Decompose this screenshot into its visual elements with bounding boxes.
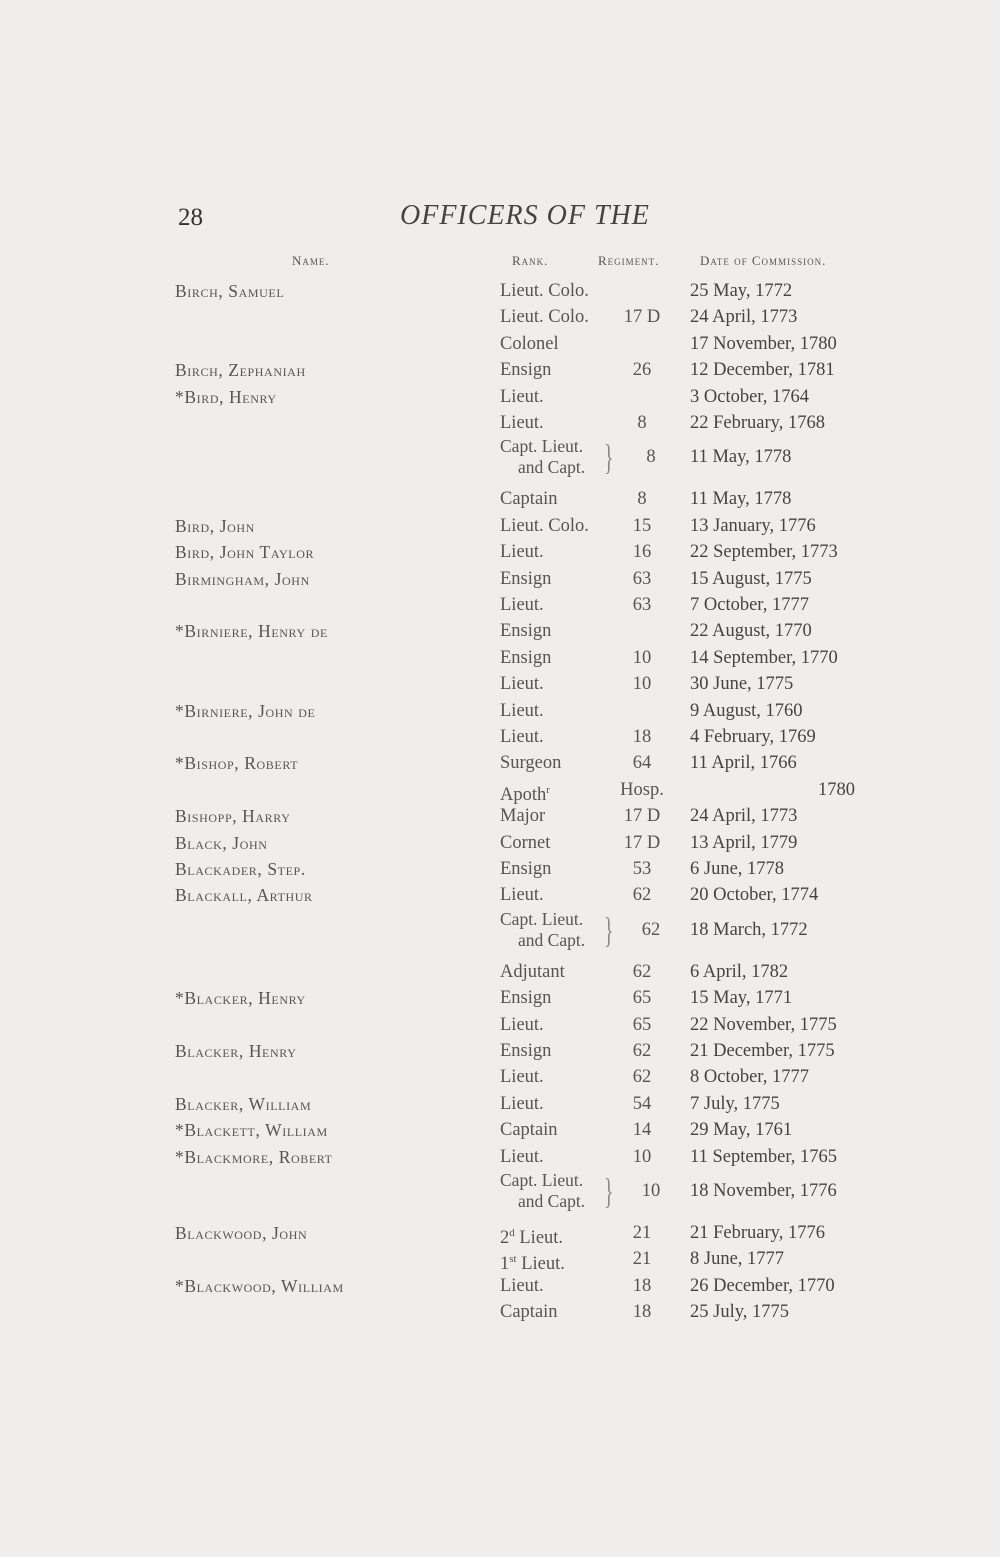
regiment-cell: 65 <box>632 988 652 1009</box>
rank-cell <box>500 513 589 539</box>
table-row <box>0 671 1000 697</box>
regiment-cell: 18 <box>632 727 652 747</box>
regiment-cell: 21 <box>632 1249 652 1270</box>
rank-cell <box>500 1038 551 1064</box>
brace-glyph: } <box>604 437 614 478</box>
regiment-cell: 17 D <box>623 832 661 853</box>
table-row <box>0 1220 1000 1249</box>
column-header-regiment: Regiment. <box>598 253 660 268</box>
page-number: 28 <box>178 204 203 231</box>
commission-date: 24 April, 1773 <box>690 307 798 328</box>
table-row <box>0 592 1000 618</box>
rank-superscript: st <box>509 1253 517 1266</box>
commission-date: 9 August, 1760 <box>690 700 803 721</box>
table-row <box>0 1144 1000 1170</box>
officer-name: *Blackmore, Robert <box>175 1146 333 1167</box>
commission-date: 6 April, 1782 <box>690 961 789 982</box>
table-row <box>0 645 1000 671</box>
rank-text: Ensign <box>500 988 552 1009</box>
officer-name: *Bishop, Robert <box>175 753 299 774</box>
rank-text: Surgeon <box>500 753 562 774</box>
table-row <box>0 1064 1000 1090</box>
rank-cell <box>500 1144 544 1170</box>
commission-date: 15 May, 1771 <box>690 988 793 1009</box>
commission-date: 30 June, 1775 <box>690 674 794 695</box>
regiment-cell: 54 <box>632 1093 652 1114</box>
rank-text: 2 <box>500 1228 510 1249</box>
column-header-date: Date of Commission. <box>700 253 827 268</box>
commission-date: 25 July, 1775 <box>690 1302 790 1323</box>
table-row <box>0 618 1000 644</box>
rank-text: Ensign <box>500 568 552 589</box>
rank-line-1: Capt. Lieut. <box>500 1170 584 1190</box>
regiment-cell: 8 <box>637 489 647 510</box>
regiment-cell: Hosp. <box>620 779 664 800</box>
rank-text: Ensign <box>500 360 552 381</box>
table-row <box>0 959 1000 985</box>
regiment-cell: 64 <box>632 753 652 774</box>
regiment-cell: 8 <box>637 413 647 433</box>
rank-text: Lieut. <box>500 595 544 615</box>
table-row <box>0 1038 1000 1064</box>
commission-date: 11 May, 1778 <box>690 489 792 510</box>
commission-date: 24 April, 1773 <box>690 806 798 827</box>
rank-superscript: r <box>546 783 550 796</box>
table-row <box>0 410 1000 436</box>
commission-date: 18 March, 1772 <box>690 919 808 940</box>
rank-text: Ensign <box>500 621 552 642</box>
rank-text: Lieut. <box>500 542 544 563</box>
rank-text: Major <box>500 806 546 827</box>
rank-text: Lieut. Colo. <box>500 307 589 328</box>
rank-text: Lieut. <box>500 386 544 407</box>
officer-name: *Bird, Henry <box>175 386 277 407</box>
rank-text: Captain <box>500 1120 558 1141</box>
rank-cell <box>500 539 544 565</box>
rank-text: Ensign <box>500 647 552 668</box>
officer-name: Birmingham, John <box>175 568 310 589</box>
rank-cell <box>500 304 589 330</box>
officer-name: Blacker, Henry <box>175 1041 297 1061</box>
table-row <box>0 777 1000 803</box>
commission-date: 21 February, 1776 <box>690 1223 825 1243</box>
commission-date: 26 December, 1770 <box>690 1275 835 1296</box>
commission-date: 13 April, 1779 <box>690 832 798 853</box>
officer-name: *Blacker, Henry <box>175 988 306 1009</box>
rank-text: Cornet <box>500 832 551 853</box>
commission-date: 22 February, 1768 <box>690 413 825 433</box>
regiment-cell: 10 <box>632 674 652 695</box>
regiment-cell: 62 <box>632 1067 652 1088</box>
officer-name: Birch, Samuel <box>175 281 285 301</box>
regiment-cell: 65 <box>632 1014 652 1035</box>
rank-cell <box>500 278 589 304</box>
officer-name: Bishopp, Harry <box>175 806 291 827</box>
rank-cell <box>500 645 551 671</box>
officer-name: *Blackwood, William <box>175 1275 344 1296</box>
rank-text: Lieut. <box>500 1093 544 1114</box>
table-row <box>0 486 1000 512</box>
rank-cell <box>500 410 544 436</box>
rank-cell <box>500 566 551 592</box>
regiment-cell: 26 <box>632 360 652 381</box>
table-row <box>0 278 1000 304</box>
table-row <box>0 1012 1000 1038</box>
regiment-cell: 15 <box>632 515 652 536</box>
rank-cell <box>500 830 550 856</box>
rank-text: Lieut. <box>500 1146 544 1167</box>
rank-cell <box>500 592 544 618</box>
table-row <box>0 856 1000 882</box>
officer-name: Black, John <box>175 832 268 853</box>
rank-text: Lieut. <box>500 700 544 721</box>
rank-cell <box>500 1117 558 1143</box>
rank-cell <box>500 856 551 882</box>
rank-cell <box>500 384 544 410</box>
rank-cell <box>500 698 544 724</box>
table-row <box>0 357 1000 383</box>
rank-cell <box>500 1299 558 1325</box>
commission-date: 6 June, 1778 <box>690 859 785 879</box>
rank-line-2: and Capt. <box>518 929 586 950</box>
table-row <box>0 803 1000 829</box>
table-row <box>0 513 1000 539</box>
regiment-cell: 63 <box>632 568 652 589</box>
rank-cell <box>500 909 585 951</box>
rank-text: Lieut. Colo. <box>500 515 589 536</box>
table-row <box>0 1091 1000 1117</box>
rank-text: Ensign <box>500 859 552 879</box>
commission-date: 29 May, 1761 <box>690 1120 793 1141</box>
rank-cell <box>500 724 544 750</box>
officer-name: Blackwood, John <box>175 1223 308 1243</box>
commission-date: 11 September, 1765 <box>690 1146 838 1167</box>
table-row <box>0 436 1000 478</box>
rank-cell <box>500 882 544 908</box>
commission-date: 8 June, 1777 <box>690 1249 785 1270</box>
officer-name: Birch, Zephaniah <box>175 360 306 381</box>
regiment-cell: 62 <box>632 961 652 982</box>
regiment-cell: 10 <box>632 1146 652 1167</box>
table-row <box>0 539 1000 565</box>
regiment-cell: 62 <box>641 919 661 940</box>
rank-text: Captain <box>500 489 558 510</box>
commission-date: 25 May, 1772 <box>690 281 793 301</box>
table-row <box>0 908 1000 950</box>
rank-cell <box>500 1170 585 1212</box>
regiment-cell: 8 <box>646 447 656 468</box>
regiment-cell: 63 <box>632 595 652 615</box>
commission-date: 18 November, 1776 <box>690 1181 837 1201</box>
commission-date: 15 August, 1775 <box>690 568 812 589</box>
table-row <box>0 830 1000 856</box>
table-row <box>0 1170 1000 1211</box>
rank-tail: Lieut. <box>516 1254 565 1275</box>
officer-name: *Birniere, John de <box>175 700 316 721</box>
table-row <box>0 985 1000 1011</box>
rank-text: Lieut. <box>500 885 544 906</box>
commission-date: 1780 <box>818 779 855 800</box>
table-row <box>0 304 1000 330</box>
table-row <box>0 1273 1000 1299</box>
regiment-cell: 62 <box>632 1041 652 1061</box>
rank-cell <box>500 436 585 478</box>
table-row <box>0 384 1000 410</box>
running-head: OFFICERS OF THE <box>400 200 650 231</box>
table-row <box>0 1299 1000 1325</box>
table-row <box>0 698 1000 724</box>
table-row <box>0 724 1000 750</box>
commission-date: 7 July, 1775 <box>690 1093 780 1114</box>
regiment-cell: 17 D <box>623 806 661 827</box>
rank-text: Captain <box>500 1302 558 1323</box>
regiment-cell: 10 <box>632 647 652 668</box>
rank-cell <box>500 1091 544 1117</box>
table-row <box>0 1246 1000 1275</box>
rank-text: Lieut. <box>500 413 544 433</box>
column-header-rank: Rank. <box>512 253 549 268</box>
rank-text: Lieut. Colo. <box>500 281 589 301</box>
officer-name: Bird, John <box>175 515 255 536</box>
rank-cell <box>500 803 545 829</box>
rank-line-1: Capt. Lieut. <box>500 436 584 457</box>
commission-date: 12 December, 1781 <box>690 360 835 381</box>
rank-line-1: Capt. Lieut. <box>500 908 584 929</box>
rank-cell <box>500 750 561 776</box>
regiment-cell: 17 D <box>623 307 661 328</box>
rank-text: 1 <box>500 1254 510 1275</box>
rank-cell <box>500 486 558 512</box>
commission-date: 21 December, 1775 <box>690 1041 835 1061</box>
commission-date: 22 November, 1775 <box>690 1014 837 1035</box>
officer-name: Blackader, Step. <box>175 859 306 879</box>
rank-superscript: d <box>509 1227 515 1239</box>
rank-text: Apoth <box>500 784 547 805</box>
rank-tail: Lieut. <box>514 1228 564 1249</box>
rank-text: Lieut. <box>500 674 544 695</box>
regiment-cell: 10 <box>641 1181 661 1201</box>
table-row <box>0 566 1000 592</box>
commission-date: 7 October, 1777 <box>690 595 809 615</box>
regiment-cell: 16 <box>632 542 652 563</box>
rank-text: Lieut. <box>500 727 544 747</box>
rank-line-2: and Capt. <box>518 1191 586 1211</box>
officer-name: Blacker, William <box>175 1093 312 1114</box>
officer-name: *Birniere, Henry de <box>175 621 328 642</box>
brace-glyph: } <box>604 1171 614 1211</box>
commission-date: 4 February, 1769 <box>690 727 816 747</box>
rank-text: Lieut. <box>500 1275 544 1296</box>
table-row <box>0 1117 1000 1143</box>
rank-cell <box>500 959 565 985</box>
rank-cell <box>500 357 551 383</box>
regiment-cell: 62 <box>632 885 652 906</box>
commission-date: 11 April, 1766 <box>690 753 797 774</box>
rank-text: Lieut. <box>500 1067 544 1088</box>
officer-name: Bird, John Taylor <box>175 542 315 563</box>
rank-cell <box>500 1273 544 1299</box>
rank-text: Adjutant <box>500 961 565 982</box>
commission-date: 22 August, 1770 <box>690 621 812 642</box>
rank-cell <box>500 985 551 1011</box>
regiment-cell: 53 <box>632 859 652 879</box>
commission-date: 17 November, 1780 <box>690 333 837 354</box>
table-row <box>0 750 1000 776</box>
commission-date: 22 September, 1773 <box>690 542 838 563</box>
rank-text: Lieut. <box>500 1014 544 1035</box>
rank-text: Colonel <box>500 333 559 354</box>
commission-date: 14 September, 1770 <box>690 647 838 668</box>
commission-date: 20 October, 1774 <box>690 885 819 906</box>
rank-line-2: and Capt. <box>518 457 586 478</box>
commission-date: 3 October, 1764 <box>690 386 809 407</box>
regiment-cell: 14 <box>632 1120 652 1141</box>
table-row <box>0 331 1000 357</box>
regiment-cell: 18 <box>632 1275 652 1296</box>
table-row <box>0 882 1000 908</box>
column-header-name: Name. <box>292 253 330 268</box>
rank-cell <box>500 618 551 644</box>
rank-text: Ensign <box>500 1041 552 1061</box>
regiment-cell: 18 <box>632 1302 652 1323</box>
regiment-cell: 21 <box>632 1223 652 1243</box>
rank-cell <box>500 1012 544 1038</box>
officer-name: Blackall, Arthur <box>175 885 313 906</box>
commission-date: 13 January, 1776 <box>690 515 816 536</box>
commission-date: 8 October, 1777 <box>690 1067 809 1088</box>
rank-cell <box>500 331 559 357</box>
officer-name: *Blackett, William <box>175 1120 328 1141</box>
rank-cell <box>500 671 544 697</box>
brace-glyph: } <box>604 909 614 950</box>
rank-cell <box>500 1064 544 1090</box>
commission-date: 11 May, 1778 <box>690 447 792 468</box>
